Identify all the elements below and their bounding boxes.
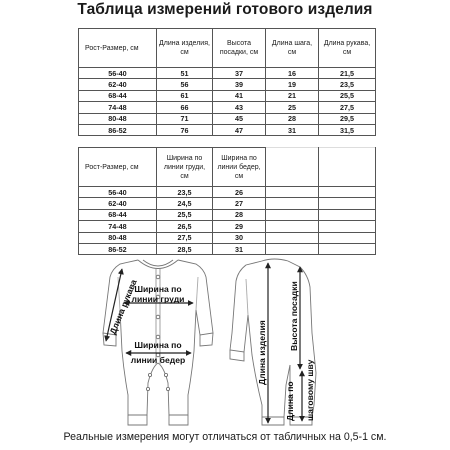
empty-cell: [319, 187, 376, 198]
empty-cell: [266, 148, 319, 187]
table-cell: 80-48: [79, 113, 157, 124]
table-cell: 39: [213, 79, 266, 90]
table-cell: 80-48: [79, 232, 157, 243]
table-cell: 74-48: [79, 102, 157, 113]
table-row: [79, 198, 376, 209]
hip-width-label-line1: Ширина по: [134, 340, 182, 350]
table-cell: 28: [213, 209, 266, 220]
table-cell: 25,5: [157, 209, 213, 220]
page-title: Таблица измерений готового изделия: [77, 1, 373, 18]
product-length-label: Длина изделия: [257, 320, 267, 385]
hip-width-label-line2: линии бедер: [130, 355, 186, 365]
table-cell: 47: [213, 124, 266, 135]
table-cell: 21: [266, 90, 319, 101]
table-row: [79, 113, 376, 124]
empty-cell: [319, 198, 376, 209]
table-header-row: [79, 29, 376, 68]
table-cell: 25,5: [319, 90, 376, 101]
table-cell: 76: [157, 124, 213, 135]
table-cell: 68-44: [79, 90, 157, 101]
table-cell: 21,5: [319, 68, 376, 79]
table-cell: 45: [213, 113, 266, 124]
table-cell: 16: [266, 68, 319, 79]
table-cell: 37: [213, 68, 266, 79]
column-header: Рост-Размер, см: [79, 148, 157, 187]
measurement-disclaimer: Реальные измерения могут отличаться от табличных на 0,5-1 см.: [63, 431, 387, 443]
table-cell: 71: [157, 113, 213, 124]
inseam-label-line2: шаговому шву: [305, 359, 315, 421]
table-row: [79, 79, 376, 90]
column-header: Ширина по линии бедер, см: [213, 148, 266, 187]
table-cell: 30: [213, 232, 266, 243]
inseam-label-line1: Длина по: [285, 381, 295, 421]
table-cell: 27,5: [319, 102, 376, 113]
table-cell: 56-40: [79, 68, 157, 79]
table-row: [79, 68, 376, 79]
table-cell: 28: [266, 113, 319, 124]
table-row: [79, 102, 376, 113]
table-cell: 68-44: [79, 209, 157, 220]
garment-measurement-diagram: [0, 255, 450, 427]
table-cell: 23,5: [157, 187, 213, 198]
table-cell: 28,5: [157, 243, 213, 254]
back-view-drawing: [230, 259, 316, 425]
table-row: [79, 124, 376, 135]
table-cell: 24,5: [157, 198, 213, 209]
table-cell: 31: [213, 243, 266, 254]
column-header: Длина шага, см: [266, 29, 319, 68]
table-cell: 74-48: [79, 221, 157, 232]
rise-height-label: Высота посадки: [289, 281, 299, 351]
table-row: [79, 187, 376, 198]
empty-cell: [319, 148, 376, 187]
table-cell: 62-40: [79, 79, 157, 90]
empty-cell: [266, 187, 319, 198]
empty-cell: [319, 232, 376, 243]
column-header: Рост-Размер, см: [79, 29, 157, 68]
table-row: [79, 243, 376, 254]
table-cell: 86-52: [79, 124, 157, 135]
table-cell: 25: [266, 102, 319, 113]
chest-width-label-line1: Ширина по: [134, 284, 182, 294]
width-measurements-table: [78, 147, 376, 255]
table-cell: 66: [157, 102, 213, 113]
table-cell: 62-40: [79, 198, 157, 209]
table-cell: 51: [157, 68, 213, 79]
table-cell: 86-52: [79, 243, 157, 254]
table-cell: 56: [157, 79, 213, 90]
table-row: [79, 90, 376, 101]
table-cell: 61: [157, 90, 213, 101]
column-header: Высота посадки, см: [213, 29, 266, 68]
table-cell: 43: [213, 102, 266, 113]
table-row: [79, 232, 376, 243]
table-cell: 27: [213, 198, 266, 209]
table-cell: 29,5: [319, 113, 376, 124]
finished-product-measurements-table: [78, 28, 376, 136]
table-header-row: [79, 148, 376, 187]
empty-cell: [266, 209, 319, 220]
empty-cell: [319, 221, 376, 232]
column-header: Длина изделия, см: [157, 29, 213, 68]
empty-cell: [319, 209, 376, 220]
empty-cell: [266, 232, 319, 243]
empty-cell: [319, 243, 376, 254]
sleeve-length-label: Длина рукава: [107, 278, 139, 336]
table-cell: 23,5: [319, 79, 376, 90]
table-cell: 31: [266, 124, 319, 135]
empty-cell: [266, 221, 319, 232]
column-header: Длина рукава, см: [319, 29, 376, 68]
table-cell: 56-40: [79, 187, 157, 198]
column-header: Ширина по линии груди, см: [157, 148, 213, 187]
table-cell: 29: [213, 221, 266, 232]
chest-width-label-line2: линии груди: [131, 294, 185, 304]
table-cell: 19: [266, 79, 319, 90]
table-row: [79, 209, 376, 220]
table-cell: 41: [213, 90, 266, 101]
empty-cell: [266, 243, 319, 254]
table-cell: 26,5: [157, 221, 213, 232]
empty-cell: [266, 198, 319, 209]
table-row: [79, 221, 376, 232]
table-cell: 31,5: [319, 124, 376, 135]
table-cell: 27,5: [157, 232, 213, 243]
table-cell: 26: [213, 187, 266, 198]
